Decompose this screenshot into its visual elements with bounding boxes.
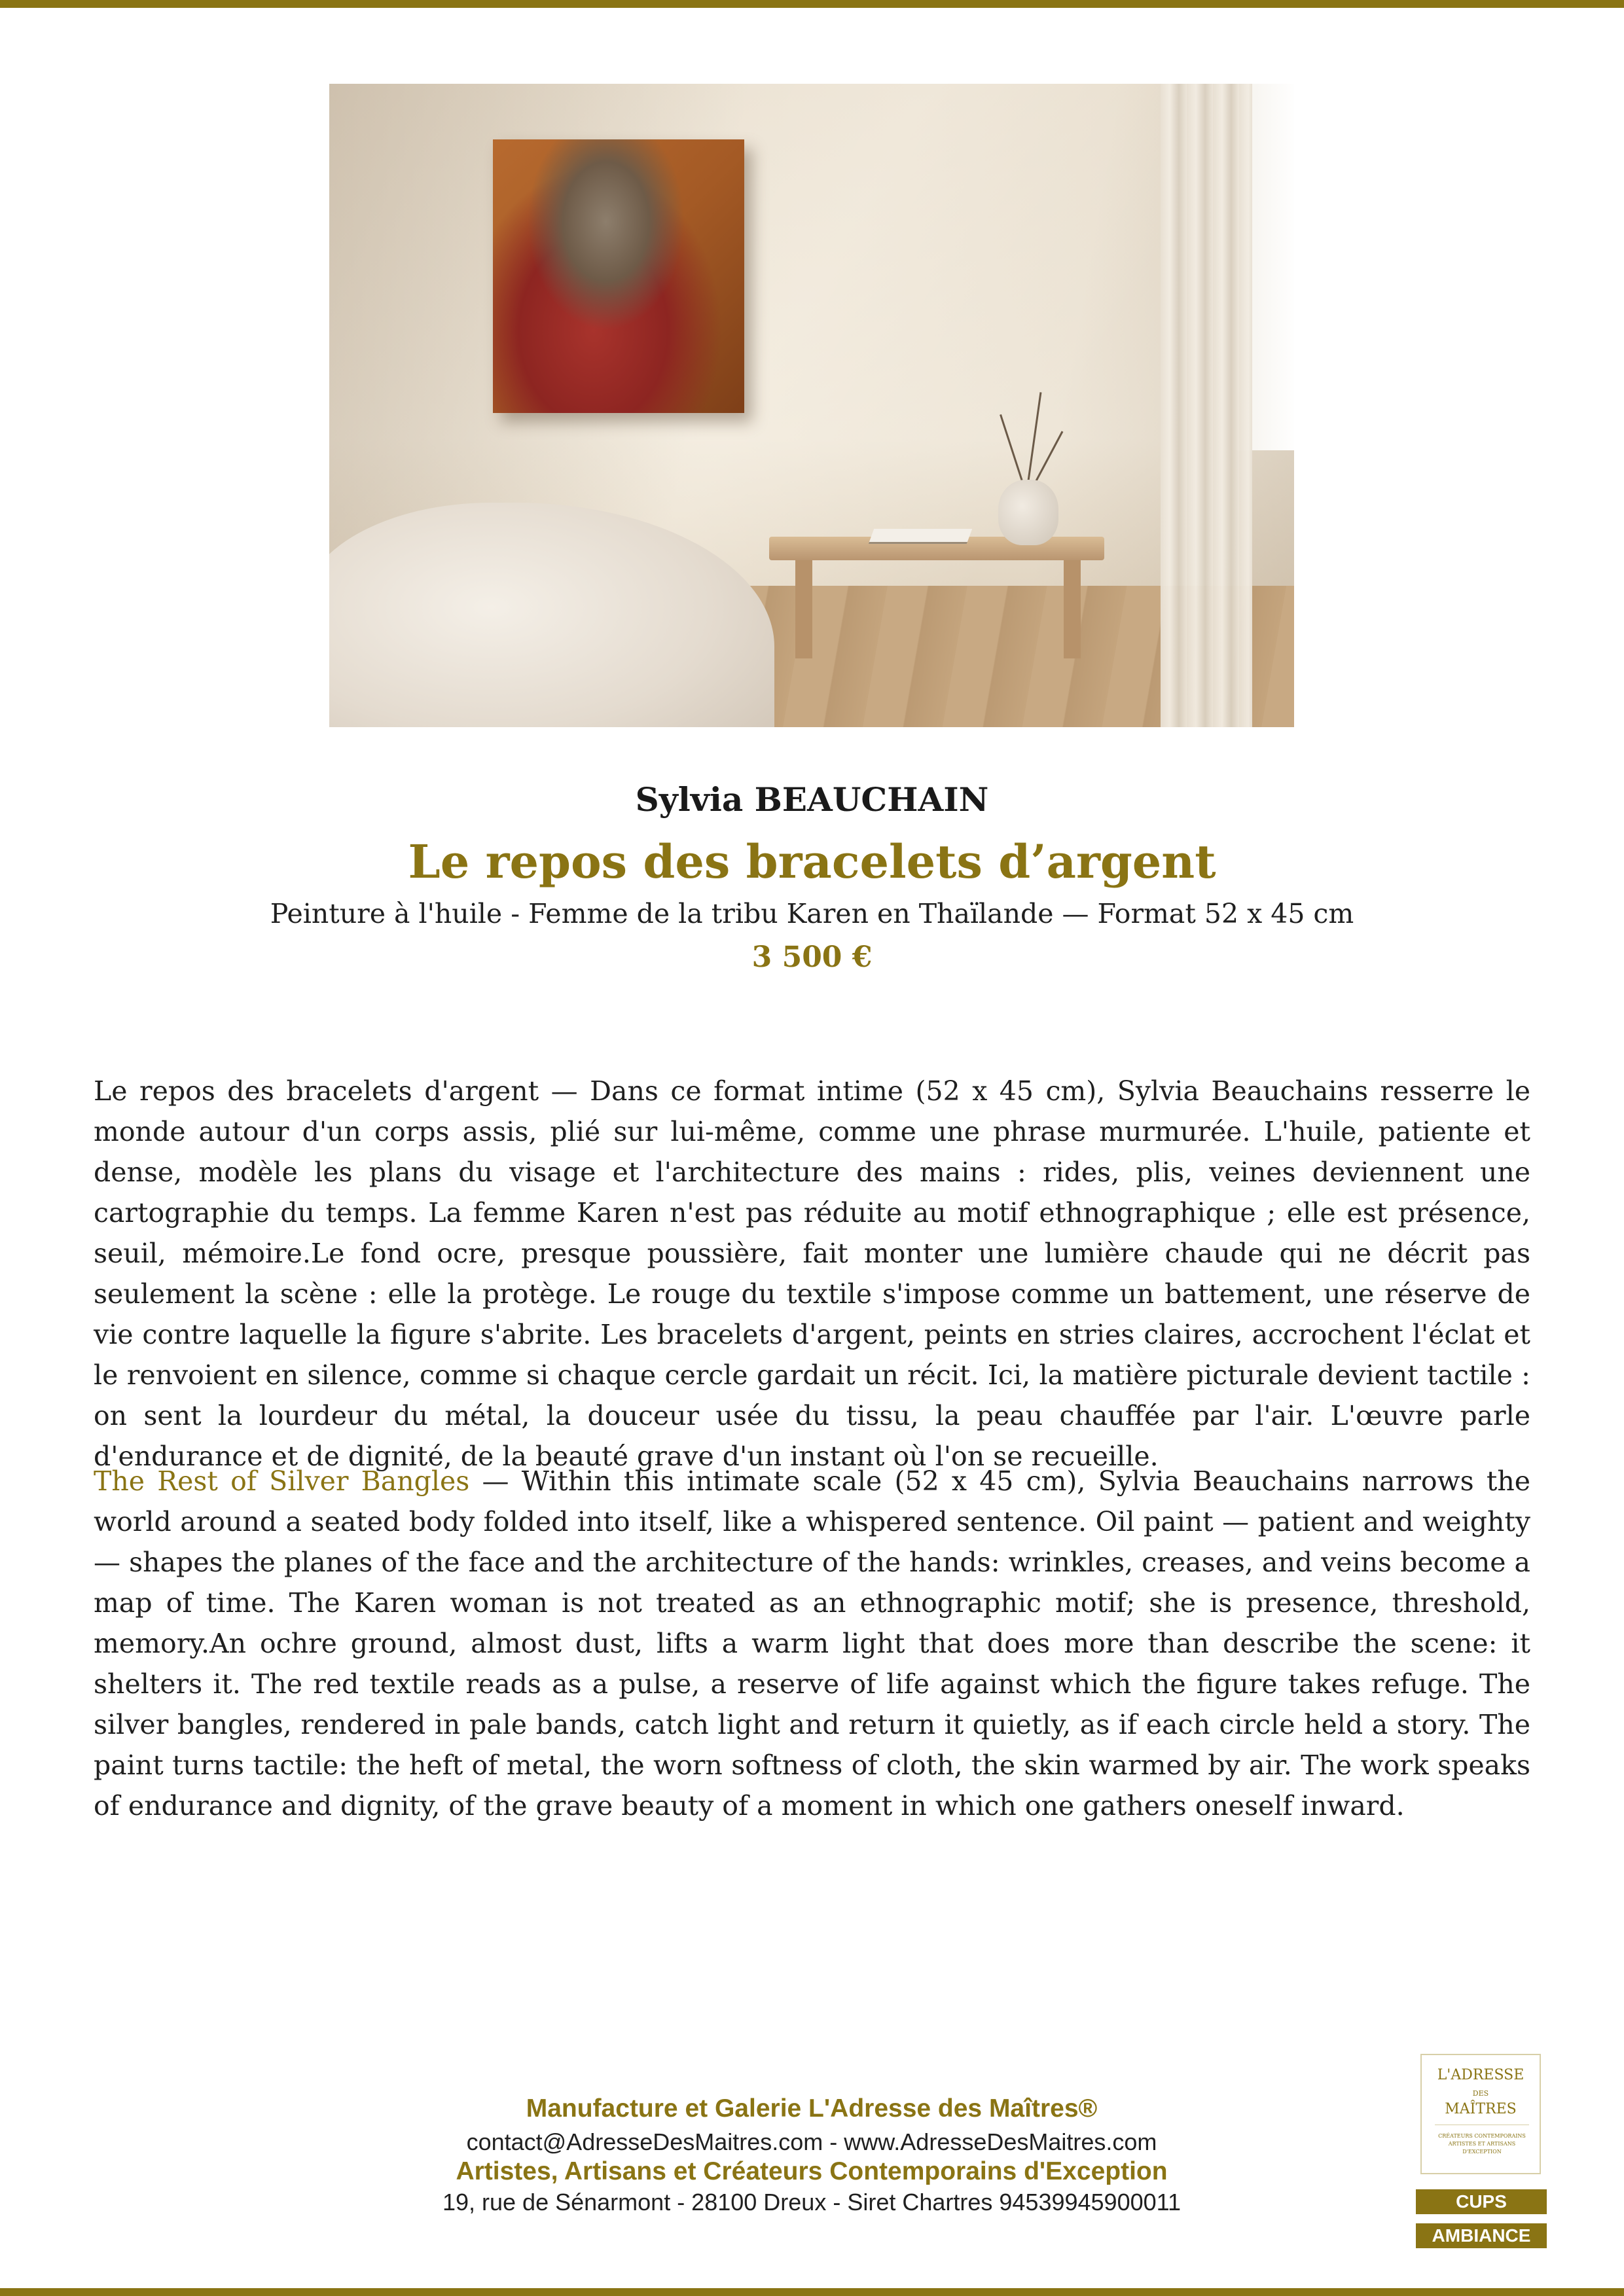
badge-cups: CUPS (1416, 2189, 1547, 2214)
curtain (1161, 84, 1252, 727)
artwork-room-photo (329, 84, 1294, 727)
vase (998, 480, 1058, 545)
bench-leg-left (795, 560, 812, 658)
painting-karen-woman (493, 139, 744, 413)
artwork-price: 3 500 € (751, 941, 873, 974)
footer-tagline: Artistes, Artisans et Créateurs Contemporains d'Exception (456, 2157, 1168, 2185)
artist-name: Sylvia BEAUCHAIN (635, 780, 989, 819)
description-english (94, 1461, 1530, 1826)
open-book (869, 529, 972, 544)
description-french: Le repos des bracelets d'argent — Dans ce format intime (52 x 45 cm), Sylvia Beauchains resserre le monde autour d'un corps assis, plié sur lui-même, comme une phrase murmurée. L'huile, patiente et dense, modèle les plans du visage et l'architecture des mains : rides, plis, veines deviennent une cartographie du temps. La femme Karen n'est pas réduite au motif ethnographique ; elle est présence, seuil, mémoire.Le fond ocre, presque poussière, fait monter une lumière chaude qui ne décrit pas seulement la scène : elle la protège. Le rouge du textile s'impose comme un battement, une réserve de vie contre laquelle la figure s'abrite. Les bracelets d'argent, peints en stries claires, accrochent l'éclat et le renvoient en silence, comme si chaque cercle gardait un récit. Ici, la matière picturale devient tactile : on sent la lourdeur du métal, la douceur usée du tissu, la peau chauffée par l'air. L'œuvre parle d'endurance et de dignité, de la beauté grave d'un instant où l'on se recueille. (94, 1075, 1530, 1472)
adresse-des-maitres-logo (1420, 2054, 1541, 2174)
logo-line: MAÎTRES (1445, 2101, 1517, 2117)
badge-ambiance: AMBIANCE (1416, 2223, 1547, 2248)
top-border (0, 0, 1624, 8)
footer-address: 19, rue de Sénarmont - 28100 Dreux - Siret Chartres 94539945900011 (442, 2189, 1182, 2215)
english-title: The Rest of Silver Bangles (94, 1465, 470, 1497)
footer-company: Manufacture et Galerie L'Adresse des Maîtres® (526, 2094, 1098, 2123)
logo-line: DES (1472, 2089, 1489, 2098)
logo-line: L'ADRESSE (1437, 2067, 1525, 2083)
artwork-subtitle: Peinture à l'huile - Femme de la tribu Karen en Thaïlande — Format 52 x 45 cm (270, 898, 1354, 929)
footer-contact: contact@AdresseDesMaitres.com - www.AdresseDesMaitres.com (466, 2128, 1157, 2155)
logo-line: CRÉATEURS CONTEMPORAINS ARTISTES ET ARTISANS D'EXCEPTION (1438, 2133, 1526, 2155)
english-body: — Within this intimate scale (52 x 45 cm), Sylvia Beauchains narrows the world around a seated body folded into itself, like a whispered sentence. Oil paint — patient and weighty — shapes the planes of the face and the architecture of the hands: wrinkles, creases, and veins become a map of time. The Karen woman is not treated as an ethnographic motif; she is presence, threshold, memory.An ochre ground, almost dust, lifts a warm light that does more than describe the scene: it shelters it. The red textile reads as a pulse, a reserve of life against which the figure takes refuge. The silver bangles, rendered in pale bands, catch light and return it quietly, as if each circle held a story. The paint turns tactile: the heft of metal, the worn softness of cloth, the skin warmed by air. The work speaks of endurance and dignity, of the grave beauty of a moment in which one gathers oneself inward. (94, 1465, 1530, 1821)
bottom-border (0, 2288, 1624, 2296)
bench-leg-right (1064, 560, 1081, 658)
artwork-title: Le repos des bracelets d’argent (408, 834, 1216, 889)
